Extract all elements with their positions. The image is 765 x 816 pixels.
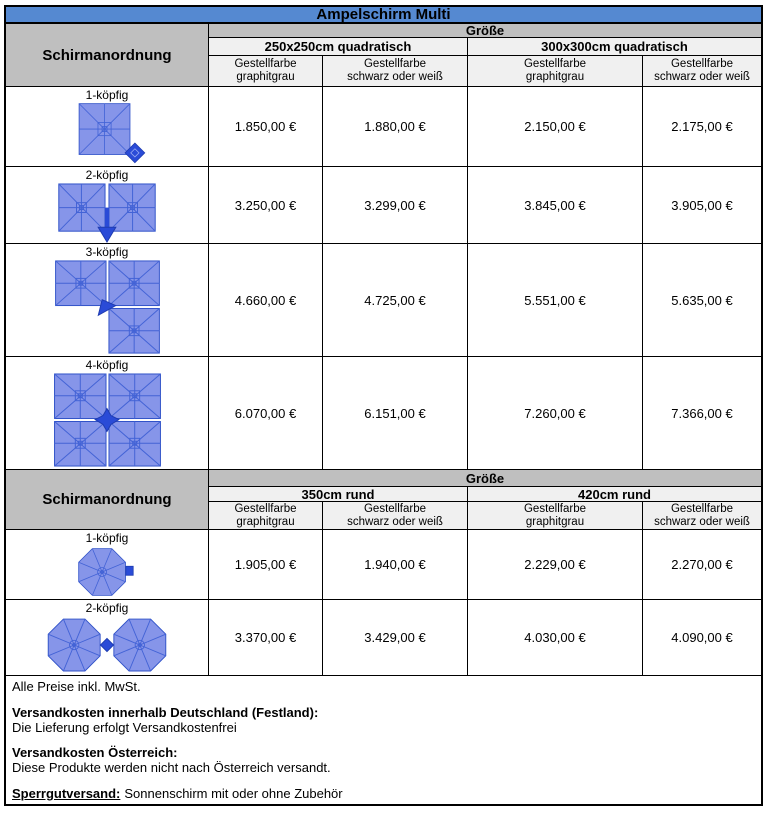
shipping-germany-title: Versandkosten innerhalb Deutschland (Festland): xyxy=(12,704,319,720)
price-cell: 2.175,00 € xyxy=(643,87,761,167)
section1-color-header-1 xyxy=(209,56,323,87)
price-cell: 7.366,00 € xyxy=(643,357,761,470)
price-cell: 1.940,00 € xyxy=(323,530,468,600)
color-header-line1: Gestellfarbe xyxy=(363,502,426,515)
price-cell: 3.250,00 € xyxy=(209,167,323,244)
price-table xyxy=(4,5,763,806)
color-header-line1: Gestellfarbe xyxy=(523,58,586,70)
price-cell: 2.229,00 € xyxy=(468,530,643,600)
price-cell: 4.090,00 € xyxy=(643,600,761,676)
price-cell: 3.370,00 € xyxy=(209,600,323,676)
price-cell: 6.070,00 € xyxy=(209,357,323,470)
section2-size-group-2: 420cm rund xyxy=(468,487,761,502)
color-header-line2: schwarz oder weiß xyxy=(654,515,750,528)
price-cell: 4.660,00 € xyxy=(209,244,323,357)
price-cell: 7.260,00 € xyxy=(468,357,643,470)
color-header-line2: graphitgrau xyxy=(525,71,585,83)
row-label: 2-köpfig xyxy=(85,168,129,182)
price-cell: 2.270,00 € xyxy=(643,530,761,600)
table-row-1-layout xyxy=(6,87,209,167)
bulky-shipping-text: Sonnenschirm mit oder ohne Zubehör xyxy=(124,786,343,802)
price-cell: 4.030,00 € xyxy=(468,600,643,676)
two-square-umbrellas-icon xyxy=(57,182,157,243)
color-header-line1: Gestellfarbe xyxy=(670,58,733,70)
page-title: Ampelschirm Multi xyxy=(6,7,761,24)
table-row-5-layout xyxy=(6,530,209,600)
price-cell: 3.429,00 € xyxy=(323,600,468,676)
price-cell: 6.151,00 € xyxy=(323,357,468,470)
table-row-6-layout xyxy=(6,600,209,676)
row-label: 1-köpfig xyxy=(85,88,129,102)
price-cell: 2.150,00 € xyxy=(468,87,643,167)
price-cell: 3.905,00 € xyxy=(643,167,761,244)
color-header-line2: schwarz oder weiß xyxy=(347,71,443,83)
section1-size-group-2: 300x300cm quadratisch xyxy=(468,38,761,56)
color-header-line2: graphitgrau xyxy=(236,515,295,528)
section2-color-header-4 xyxy=(643,502,761,530)
price-cell: 1.880,00 € xyxy=(323,87,468,167)
shipping-austria-text: Diese Produkte werden nicht nach Österreich versandt. xyxy=(12,760,331,776)
color-header-line1: Gestellfarbe xyxy=(670,502,733,515)
price-cell: 4.725,00 € xyxy=(323,244,468,357)
three-square-umbrellas-l-shape-icon xyxy=(52,259,162,356)
color-header-line1: Gestellfarbe xyxy=(234,58,297,70)
color-header-line1: Gestellfarbe xyxy=(523,502,586,515)
table-row-3-layout xyxy=(6,244,209,357)
color-header-line1: Gestellfarbe xyxy=(363,58,426,70)
one-round-umbrella-icon xyxy=(67,545,147,599)
section2-size-header: Größe xyxy=(209,470,761,487)
price-cell: 1.850,00 € xyxy=(209,87,323,167)
vat-note: Alle Preise inkl. MwSt. xyxy=(12,679,141,694)
section1-color-header-4 xyxy=(643,56,761,87)
section1-size-header: Größe xyxy=(209,24,761,38)
row-label: 3-köpfig xyxy=(85,245,129,259)
price-cell: 3.299,00 € xyxy=(323,167,468,244)
color-header-line2: graphitgrau xyxy=(236,71,295,83)
table-row-4-layout xyxy=(6,357,209,470)
four-square-umbrellas-grid-icon xyxy=(52,372,162,469)
price-cell: 1.905,00 € xyxy=(209,530,323,600)
color-header-line2: graphitgrau xyxy=(525,515,585,528)
row-label: 1-köpfig xyxy=(85,531,129,545)
section1-size-group-1: 250x250cm quadratisch xyxy=(209,38,468,56)
section2-color-header-1 xyxy=(209,502,323,530)
bulky-shipping-label: Sperrgutversand: xyxy=(12,786,121,802)
bulky-shipping-line xyxy=(12,786,343,801)
color-header-line2: schwarz oder weiß xyxy=(654,71,750,83)
row-label: 2-köpfig xyxy=(85,601,129,615)
section1-color-header-2 xyxy=(323,56,468,87)
color-header-line2: schwarz oder weiß xyxy=(347,515,443,528)
section2-size-group-1: 350cm rund xyxy=(209,487,468,502)
section1-left-header: Schirmanordnung xyxy=(6,24,209,87)
two-round-umbrellas-icon xyxy=(40,615,174,675)
shipping-austria-title: Versandkosten Österreich: xyxy=(12,745,178,761)
section2-color-header-2 xyxy=(323,502,468,530)
one-square-umbrella-icon xyxy=(51,102,163,166)
row-label: 4-köpfig xyxy=(85,358,129,372)
table-row-2-layout xyxy=(6,167,209,244)
section2-left-header: Schirmanordnung xyxy=(6,470,209,530)
price-cell: 3.845,00 € xyxy=(468,167,643,244)
shipping-germany-text: Die Lieferung erfolgt Versandkostenfrei xyxy=(12,719,237,735)
section2-color-header-3 xyxy=(468,502,643,530)
footer-notes xyxy=(6,676,761,804)
color-header-line1: Gestellfarbe xyxy=(234,502,297,515)
section1-color-header-3 xyxy=(468,56,643,87)
price-cell: 5.635,00 € xyxy=(643,244,761,357)
price-cell: 5.551,00 € xyxy=(468,244,643,357)
